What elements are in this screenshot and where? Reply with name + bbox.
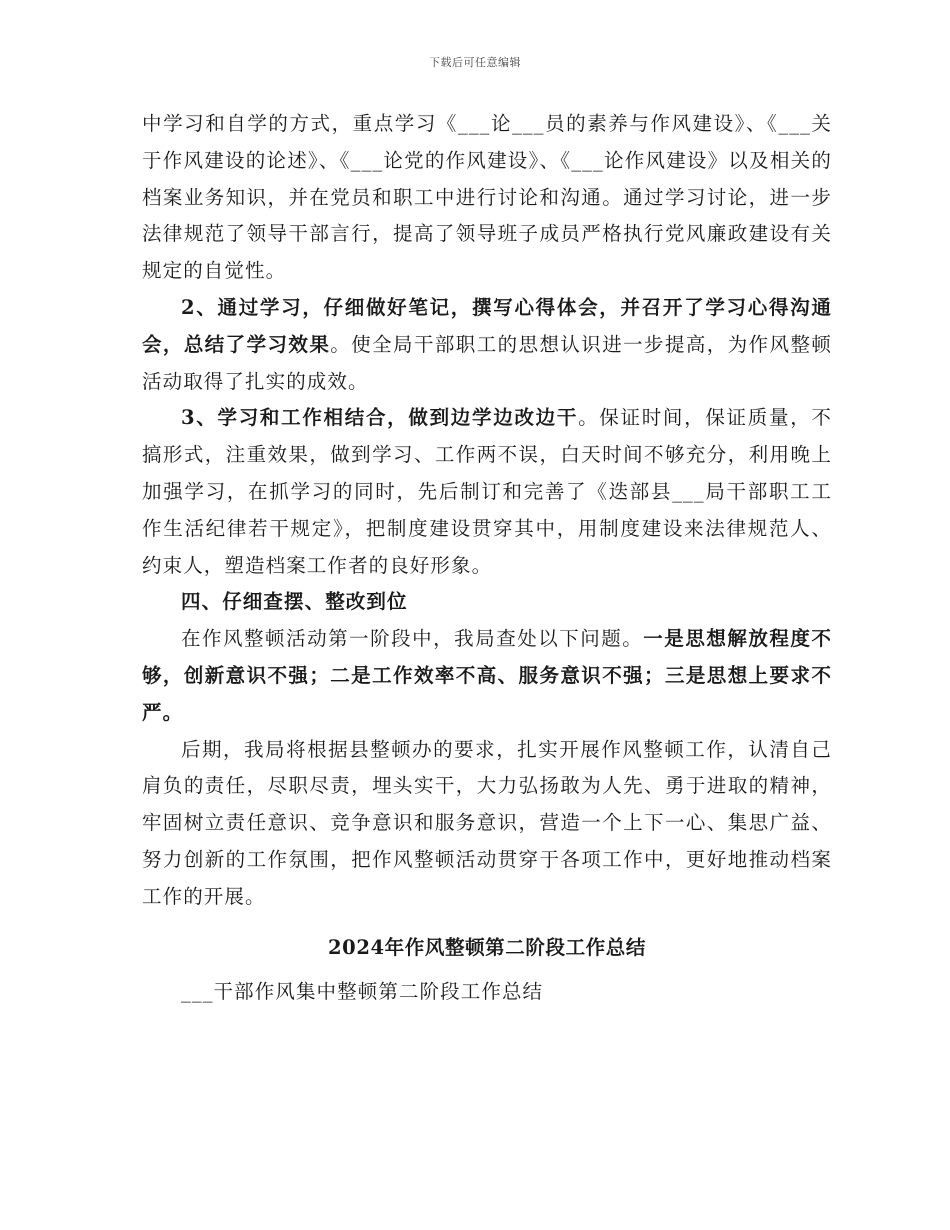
document-title: 2024年作风整顿第二阶段工作总结 — [328, 935, 646, 959]
paragraph-study-methods: 中学习和自学的方式，重点学习《___论___员的素养与作风建设》、《___关于作风建设的论述》、《___论党的作风建设》、《___论作风建设》以及相关的档案业务知识，并在党员和职工中进行讨论和沟通。通过学习讨论，进一步法律规范了领导干部言行，提高了领导班子成员严格执行党风廉政建设有关规定的自觉性。 — [142, 112, 832, 283]
paragraph-study-work-text: 。保证时间，保证质量，不搞形式，注重效果，做到学习、工作两不误，白天时间不够充分，利用晚上加强学习，在抓学习的同时，先后制订和完善了《迭部县___局干部职工工作生活纪律若干规定》，把制度建设贯穿其中，用制度建设来法律规范人、约束人，塑造档案工作者的良好形象。 — [142, 406, 832, 577]
paragraph-problems-found — [142, 621, 832, 731]
document-subtitle-line: ___干部作风集中整顿第二阶段工作总结 — [181, 980, 544, 1004]
document-body — [142, 106, 832, 1011]
paragraph-problems-list: 一是思想解放程度不够，创新意识不强；二是工作效率不高、服务意识不强；三是思想上要求不严。 — [142, 627, 833, 724]
section-heading-four: 四、仔细查摆、整改到位 — [181, 590, 408, 614]
page-header: 下载后可任意编辑 — [429, 56, 521, 69]
paragraph-notes-summary-heading: 2、通过学习，仔细做好笔记，撰写心得体会，并召开了学习心得沟通会，总结了学习效果 — [142, 295, 832, 356]
paragraph-notes-summary — [142, 290, 832, 400]
paragraph-problems-intro: 在作风整顿活动第一阶段中，我局查处以下问题。 — [181, 627, 644, 651]
paragraph-study-work-combined — [142, 400, 832, 584]
paragraph-study-work-heading: 3、学习和工作相结合，做到边学边改边干 — [181, 406, 579, 430]
paragraph-future-plan: 后期，我局将根据县整顿办的要求，扎实开展作风整顿工作，认清自己肩负的责任，尽职尽责，埋头实干，大力弘扬敢为人先、勇于进取的精神，牢固树立责任意识、竞争意识和服务意识，营造一个上下一心、集思广益、努力创新的工作氛围，把作风整顿活动贯穿于各项工作中，更好地推动档案工作的开展。 — [142, 737, 832, 908]
paragraph-notes-summary-text: 。使全局干部职工的思想认识进一步提高，为作风整顿活动取得了扎实的成效。 — [142, 332, 832, 393]
